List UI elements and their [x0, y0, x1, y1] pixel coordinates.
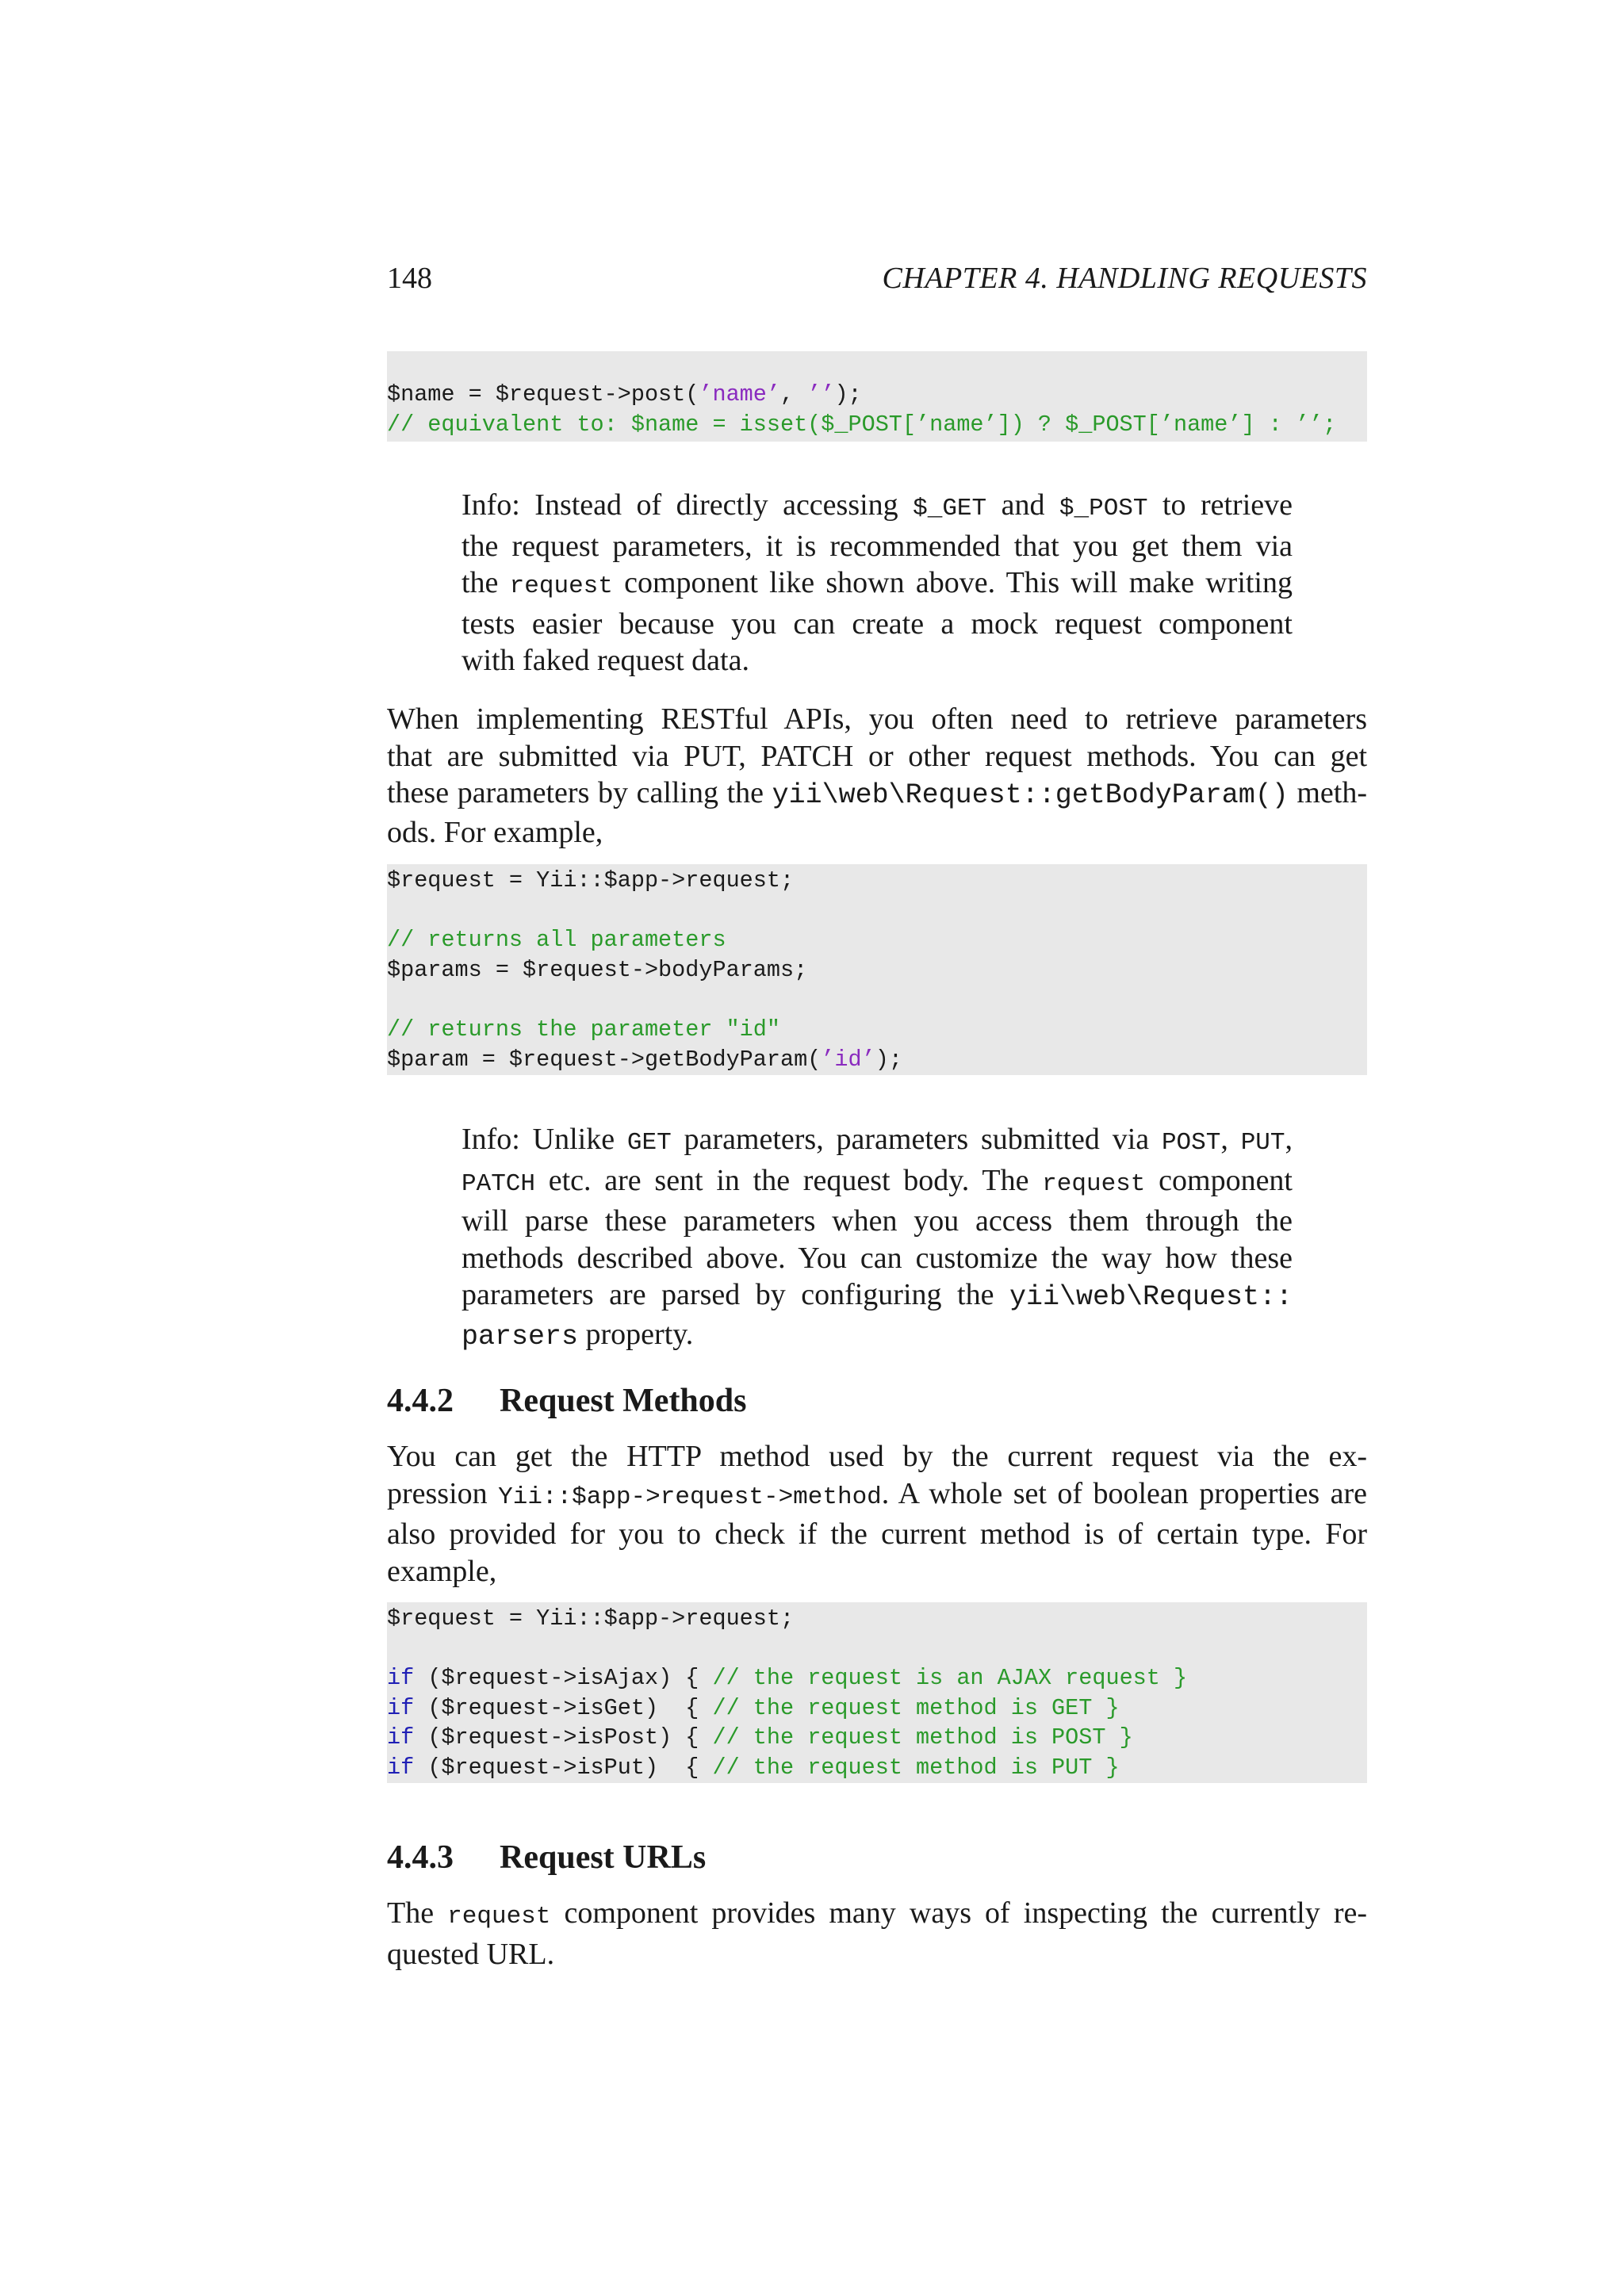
code-comment-line: // returns the parameter "id": [387, 1016, 780, 1043]
code-comment-line: // returns all parameters: [387, 927, 726, 954]
code-line: if ($request->isPost) { // the request method is POST }: [387, 1724, 1133, 1751]
code-blank-line: [387, 896, 1367, 926]
code-comment-line: // equivalent to: $name = isset($_POST[’name’]) ? $_POST[’name’] : ’’;: [387, 411, 1337, 438]
paragraph-http-method: You can get the HTTP method used by the current request via the ex- pression Yii::$app->request->method. A whole set of boolean properties are also provided for you to check if the current method is of certain type. For example,: [387, 1440, 1368, 1588]
info-note-get-post: Info: Instead of directly accessing $_GET and $_POST to retrieve the request parameters, it is recommended that you get them via the request component like shown above. This will make writing tests easier because you can create a mock request component with faked request data.: [462, 488, 1293, 677]
section-title: Request URLs: [500, 1839, 707, 1876]
code-block-post-param: [387, 351, 1367, 442]
code-line: if ($request->isGet) { // the request method is GET }: [387, 1694, 1120, 1721]
code-line: $name = $request->post(’name’, ’’);: [387, 381, 862, 408]
code-block-method-checks: [387, 1602, 1367, 1783]
code-line: $params = $request->bodyParams;: [387, 956, 808, 983]
code-line: $request = Yii::$app->request;: [387, 1605, 795, 1632]
code-blank-line: [387, 985, 1367, 1015]
code-line: if ($request->isAjax) { // the request is an AJAX request }: [387, 1665, 1188, 1692]
section-heading-request-methods: [387, 1380, 747, 1422]
section-title: Request Methods: [500, 1383, 747, 1419]
code-line: $request = Yii::$app->request;: [387, 867, 795, 894]
section-heading-request-urls: [387, 1836, 706, 1879]
paragraph-restful-apis: When implementing RESTful APIs, you often need to retrieve parameters that are submitted via PUT, PATCH or other request methods. You can get these parameters by calling the yii\web\Request::getBodyParam() meth- ods. For example,: [387, 702, 1367, 849]
code-line: $param = $request->getBodyParam(’id’);: [387, 1046, 902, 1073]
section-number: 4.4.3: [387, 1839, 454, 1876]
info-note-body-params: Info: Unlike GET parameters, parameters submitted via POST, PUT, PATCH etc. are sent in the request body. The request component will parse these parameters when you access them through the methods described above. You can customize the way how these parameters are parsed by configuring the yii\web\Request:: parsers property.: [462, 1123, 1293, 1353]
code-line: if ($request->isPut) { // the request method is PUT }: [387, 1754, 1120, 1781]
chapter-title: CHAPTER 4. HANDLING REQUESTS: [882, 262, 1367, 295]
section-number: 4.4.2: [387, 1383, 454, 1419]
code-block-body-params: [387, 864, 1367, 1075]
code-blank-line: [387, 1634, 1367, 1664]
page-number: 148: [387, 262, 432, 295]
paragraph-request-urls: The request component provides many ways of inspecting the currently re- quested URL.: [387, 1896, 1368, 1971]
